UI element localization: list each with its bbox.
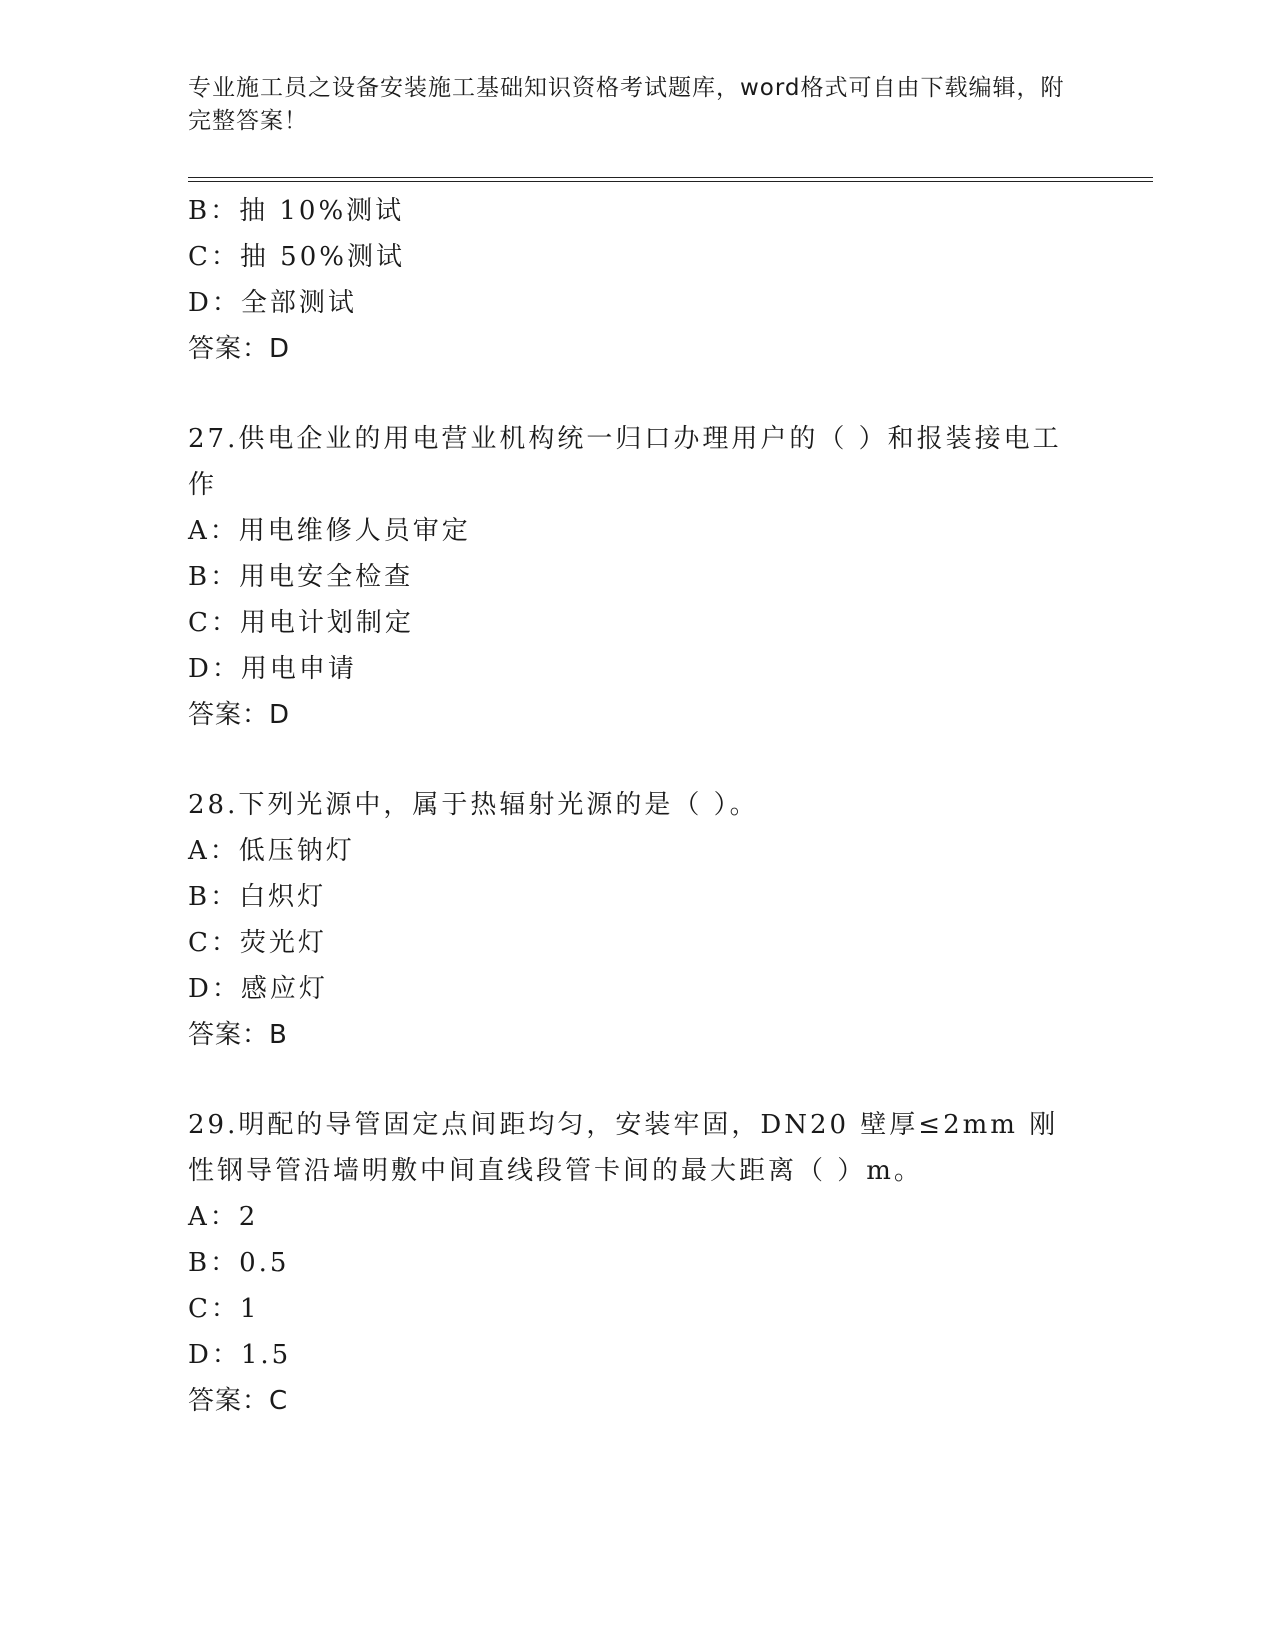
option-d [188,646,1148,692]
option-b [188,188,1148,234]
question-stem: 29.明配的导管固定点间距均匀，安装牢固，DN20 壁厚≤2mm 刚性钢导管沿墙明敷中间直线段管卡间的最大距离（ ）m。 [188,1110,1059,1186]
option-a [188,828,1148,874]
question-28 [188,782,1148,1058]
option-text: 抽 50%测试 [239,242,405,272]
answer-line: 答案：C [188,1386,289,1416]
spacer [188,738,1148,782]
option-text: 1 [239,1294,260,1324]
spacer [188,1058,1148,1102]
header-divider [188,177,1153,182]
option-a [188,1194,1148,1240]
document-header: 专业施工员之设备安装施工基础知识资格考试题库，word格式可自由下载编辑，附完整答案！ [188,75,1065,134]
option-c [188,234,1148,280]
option-text: 用电安全检查 [239,562,414,592]
option-text: 用电维修人员审定 [238,516,471,546]
option-c [188,600,1148,646]
option-b [188,874,1148,920]
option-label: B： [188,196,240,226]
option-text: 白炽灯 [239,882,327,912]
answer-line: 答案：D [188,700,291,730]
option-text: 低压钠灯 [238,836,355,866]
option-label: B： [188,1248,240,1278]
option-label: C： [188,1294,240,1324]
option-label: D： [188,288,241,318]
option-label: C： [188,608,240,638]
option-c [188,920,1148,966]
option-text: 抽 10%测试 [239,196,405,226]
answer-line: 答案：D [188,334,291,364]
option-text: 1.5 [240,1340,292,1370]
spacer [188,372,1148,416]
question-27 [188,416,1148,738]
option-d [188,1332,1148,1378]
option-label: C： [188,928,240,958]
question-list [188,188,1148,1424]
question-29 [188,1102,1148,1424]
option-label: B： [188,562,240,592]
option-label: A： [188,836,239,866]
option-label: A： [188,1202,239,1232]
option-label: D： [188,1340,241,1370]
option-label: A： [188,516,239,546]
question-continued [188,188,1148,372]
option-d [188,966,1148,1012]
option-b [188,554,1148,600]
option-text: 0.5 [239,1248,290,1278]
option-text: 全部测试 [240,288,357,318]
option-d [188,280,1148,326]
option-text: 用电计划制定 [239,608,414,638]
option-b [188,1240,1148,1286]
option-text: 用电申请 [240,654,357,684]
question-stem: 27.供电企业的用电营业机构统一归口办理用户的（ ）和报装接电工作 [188,424,1062,500]
option-a [188,508,1148,554]
option-label: D： [188,974,241,1004]
option-label: B： [188,882,240,912]
option-text: 2 [238,1202,259,1232]
option-label: C： [188,242,240,272]
question-stem: 28.下列光源中，属于热辐射光源的是（ ）。 [188,790,759,820]
option-text: 感应灯 [240,974,328,1004]
answer-line: 答案：B [188,1020,288,1050]
option-label: D： [188,654,241,684]
option-c [188,1286,1148,1332]
option-text: 荧光灯 [239,928,327,958]
